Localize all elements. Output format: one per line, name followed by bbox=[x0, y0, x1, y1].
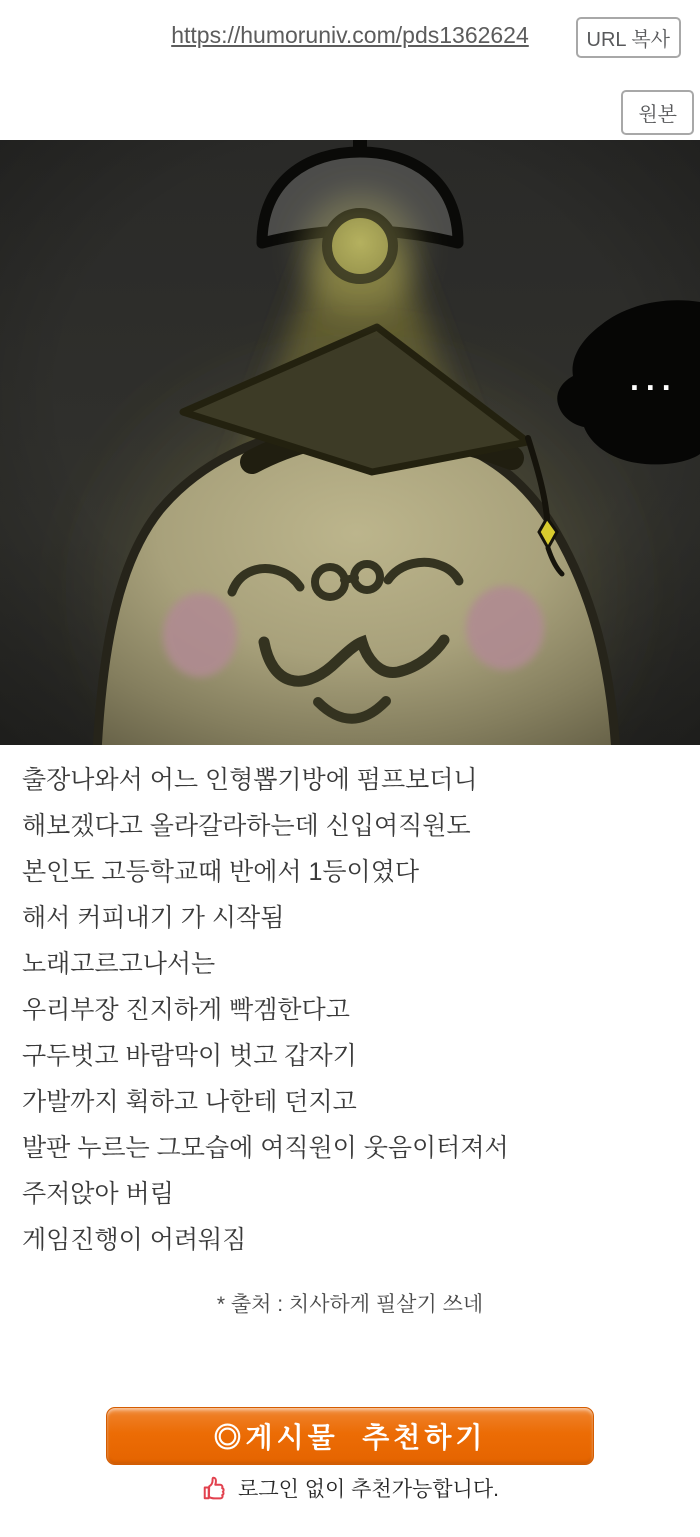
recommend-post-button[interactable] bbox=[106, 1407, 594, 1465]
story-line: 출장나와서 어느 인형뽑기방에 펌프보더니 bbox=[22, 766, 478, 794]
thumbs-up-icon bbox=[201, 1474, 229, 1502]
right-cheek bbox=[466, 586, 544, 670]
bulb-glow bbox=[302, 194, 418, 310]
post-url-link[interactable]: https://humoruniv.com/pds1362624 bbox=[171, 22, 529, 48]
original-button[interactable]: 원본 bbox=[621, 90, 694, 135]
story-line: 주저앉아 버림 bbox=[22, 1180, 174, 1208]
recommend-button-label: ◎게시물 추천하기 bbox=[213, 1422, 487, 1453]
source-attribution: * 출처 : 치사하게 필살기 쓰네 bbox=[216, 1293, 484, 1316]
story-line: 발판 누르는 그모습에 여직원이 웃음이터져서 bbox=[22, 1134, 509, 1162]
left-cheek bbox=[163, 593, 237, 677]
story-text bbox=[22, 757, 682, 1263]
login-note: 로그인 없이 추천가능합니다. bbox=[238, 1478, 499, 1501]
story-line: 구두벗고 바람막이 벗고 갑자기 bbox=[22, 1042, 357, 1070]
header bbox=[0, 0, 700, 58]
story-line: 노래고르고나서는 bbox=[22, 950, 216, 978]
comic-image bbox=[0, 140, 700, 745]
url-copy-button[interactable]: URL 복사 bbox=[576, 17, 681, 58]
login-note-row bbox=[0, 1471, 700, 1505]
speech-dots: ... bbox=[630, 361, 678, 397]
story-line: 해서 커피내기 가 시작됨 bbox=[22, 904, 285, 932]
story-line: 본인도 고등학교때 반에서 1등이였다 bbox=[22, 858, 419, 886]
story-line: 게임진행이 어려워짐 bbox=[22, 1226, 247, 1254]
story-line: 가발까지 휙하고 나한테 던지고 bbox=[22, 1088, 357, 1116]
story-line: 우리부장 진지하게 빡겜한다고 bbox=[22, 996, 350, 1024]
story-line: 해보겠다고 올라갈라하는데 신입여직원도 bbox=[22, 812, 471, 840]
